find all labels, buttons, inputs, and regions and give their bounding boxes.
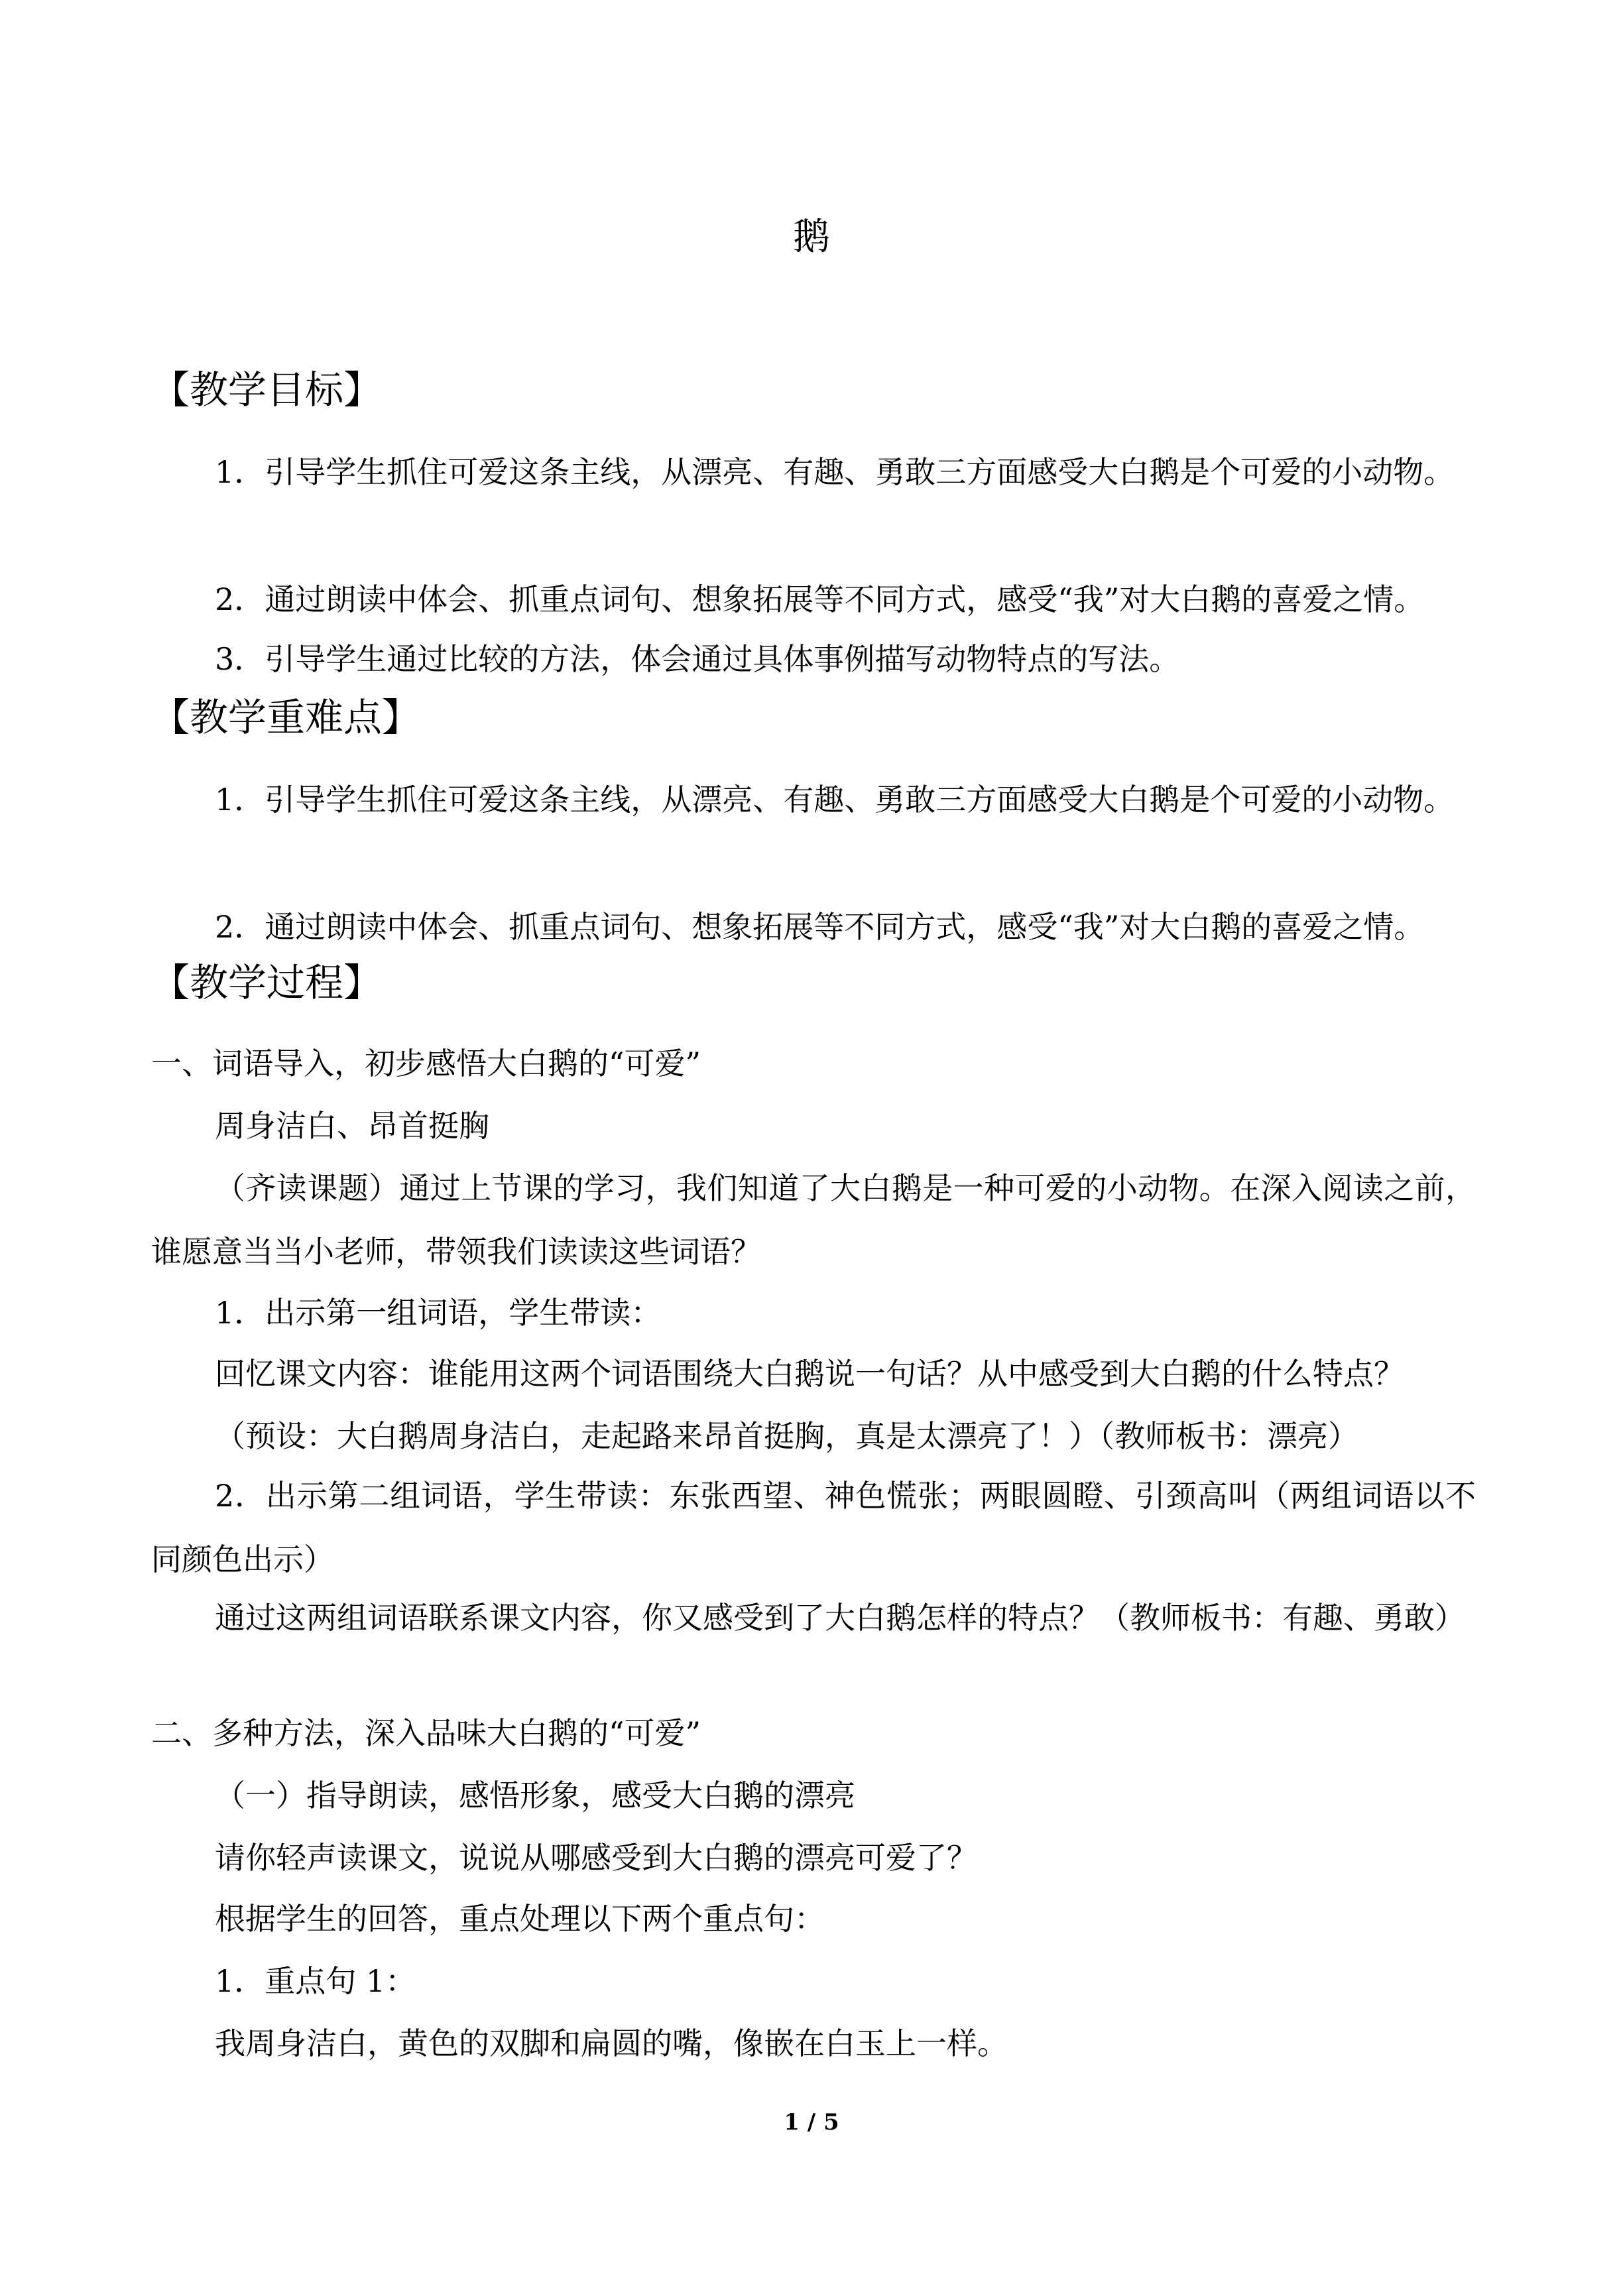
process-step2: 2．出示第二组词语，学生带读：东张西望、神色慌张；两眼圆瞪、引颈高叫（两组词语以不同颜色出示） (151, 1478, 1476, 1577)
document-title: 鹅 (793, 215, 830, 259)
process-step1: 1．出示第一组词语，学生带读： (215, 1295, 662, 1331)
process-connect: 通过这两组词语联系课文内容，你又感受到了大白鹅怎样的特点？（教师板书：有趣、勇敢） (215, 1600, 1465, 1636)
process-preset: （预设：大白鹅周身洁白，走起路来昂首挺胸，真是太漂亮了！）（教师板书：漂亮） (215, 1418, 1358, 1454)
process-according: 根据学生的回答，重点处理以下两个重点句： (215, 1901, 825, 1937)
goal-item-1: 1．引导学生抓住可爱这条主线，从漂亮、有趣、勇敢三方面感受大白鹅是个可爱的小动物。 (215, 454, 1455, 490)
process-words-1: 周身洁白、昂首挺胸 (215, 1108, 489, 1144)
process-recall: 回忆课文内容：谁能用这两个词语围绕大白鹅说一句话？从中感受到大白鹅的什么特点？ (215, 1356, 1404, 1392)
heading-key-points: 【教学重难点】 (151, 695, 421, 740)
keypoint-item-2: 2．通过朗读中体会、抓重点词句、想象拓展等不同方式，感受“我”对大白鹅的喜爱之情。 (215, 909, 1425, 945)
heading-teaching-process: 【教学过程】 (151, 960, 383, 1005)
page-number: 1 / 5 (784, 2109, 839, 2136)
process-part2-title: 二、多种方法，深入品味大白鹅的“可爱” (151, 1715, 701, 1751)
goal-item-3: 3．引导学生通过比较的方法，体会通过具体事例描写动物特点的写法。 (215, 641, 1180, 677)
heading-teaching-goals: 【教学目标】 (151, 367, 383, 412)
process-sentence1: 我周身洁白，黄色的双脚和扁圆的嘴，像嵌在白玉上一样。 (215, 2025, 1008, 2061)
process-intro: （齐读课题）通过上节课的学习，我们知道了大白鹅是一种可爱的小动物。在深入阅读之前，谁愿意当当小老师，带领我们读读这些词语？ (151, 1170, 1476, 1270)
process-ask: 请你轻声读课文，说说从哪感受到大白鹅的漂亮可爱了？ (215, 1840, 977, 1876)
process-sub1: （一）指导朗读，感悟形象，感受大白鹅的漂亮 (215, 1778, 855, 1813)
goal-item-2: 2．通过朗读中体会、抓重点词句、想象拓展等不同方式，感受“我”对大白鹅的喜爱之情。 (215, 581, 1425, 617)
process-part1-title: 一、词语导入，初步感悟大白鹅的“可爱” (151, 1046, 701, 1081)
keypoint-item-1: 1．引导学生抓住可爱这条主线，从漂亮、有趣、勇敢三方面感受大白鹅是个可爱的小动物。 (215, 782, 1455, 817)
process-key1: 1．重点句 1： (215, 1963, 416, 1999)
